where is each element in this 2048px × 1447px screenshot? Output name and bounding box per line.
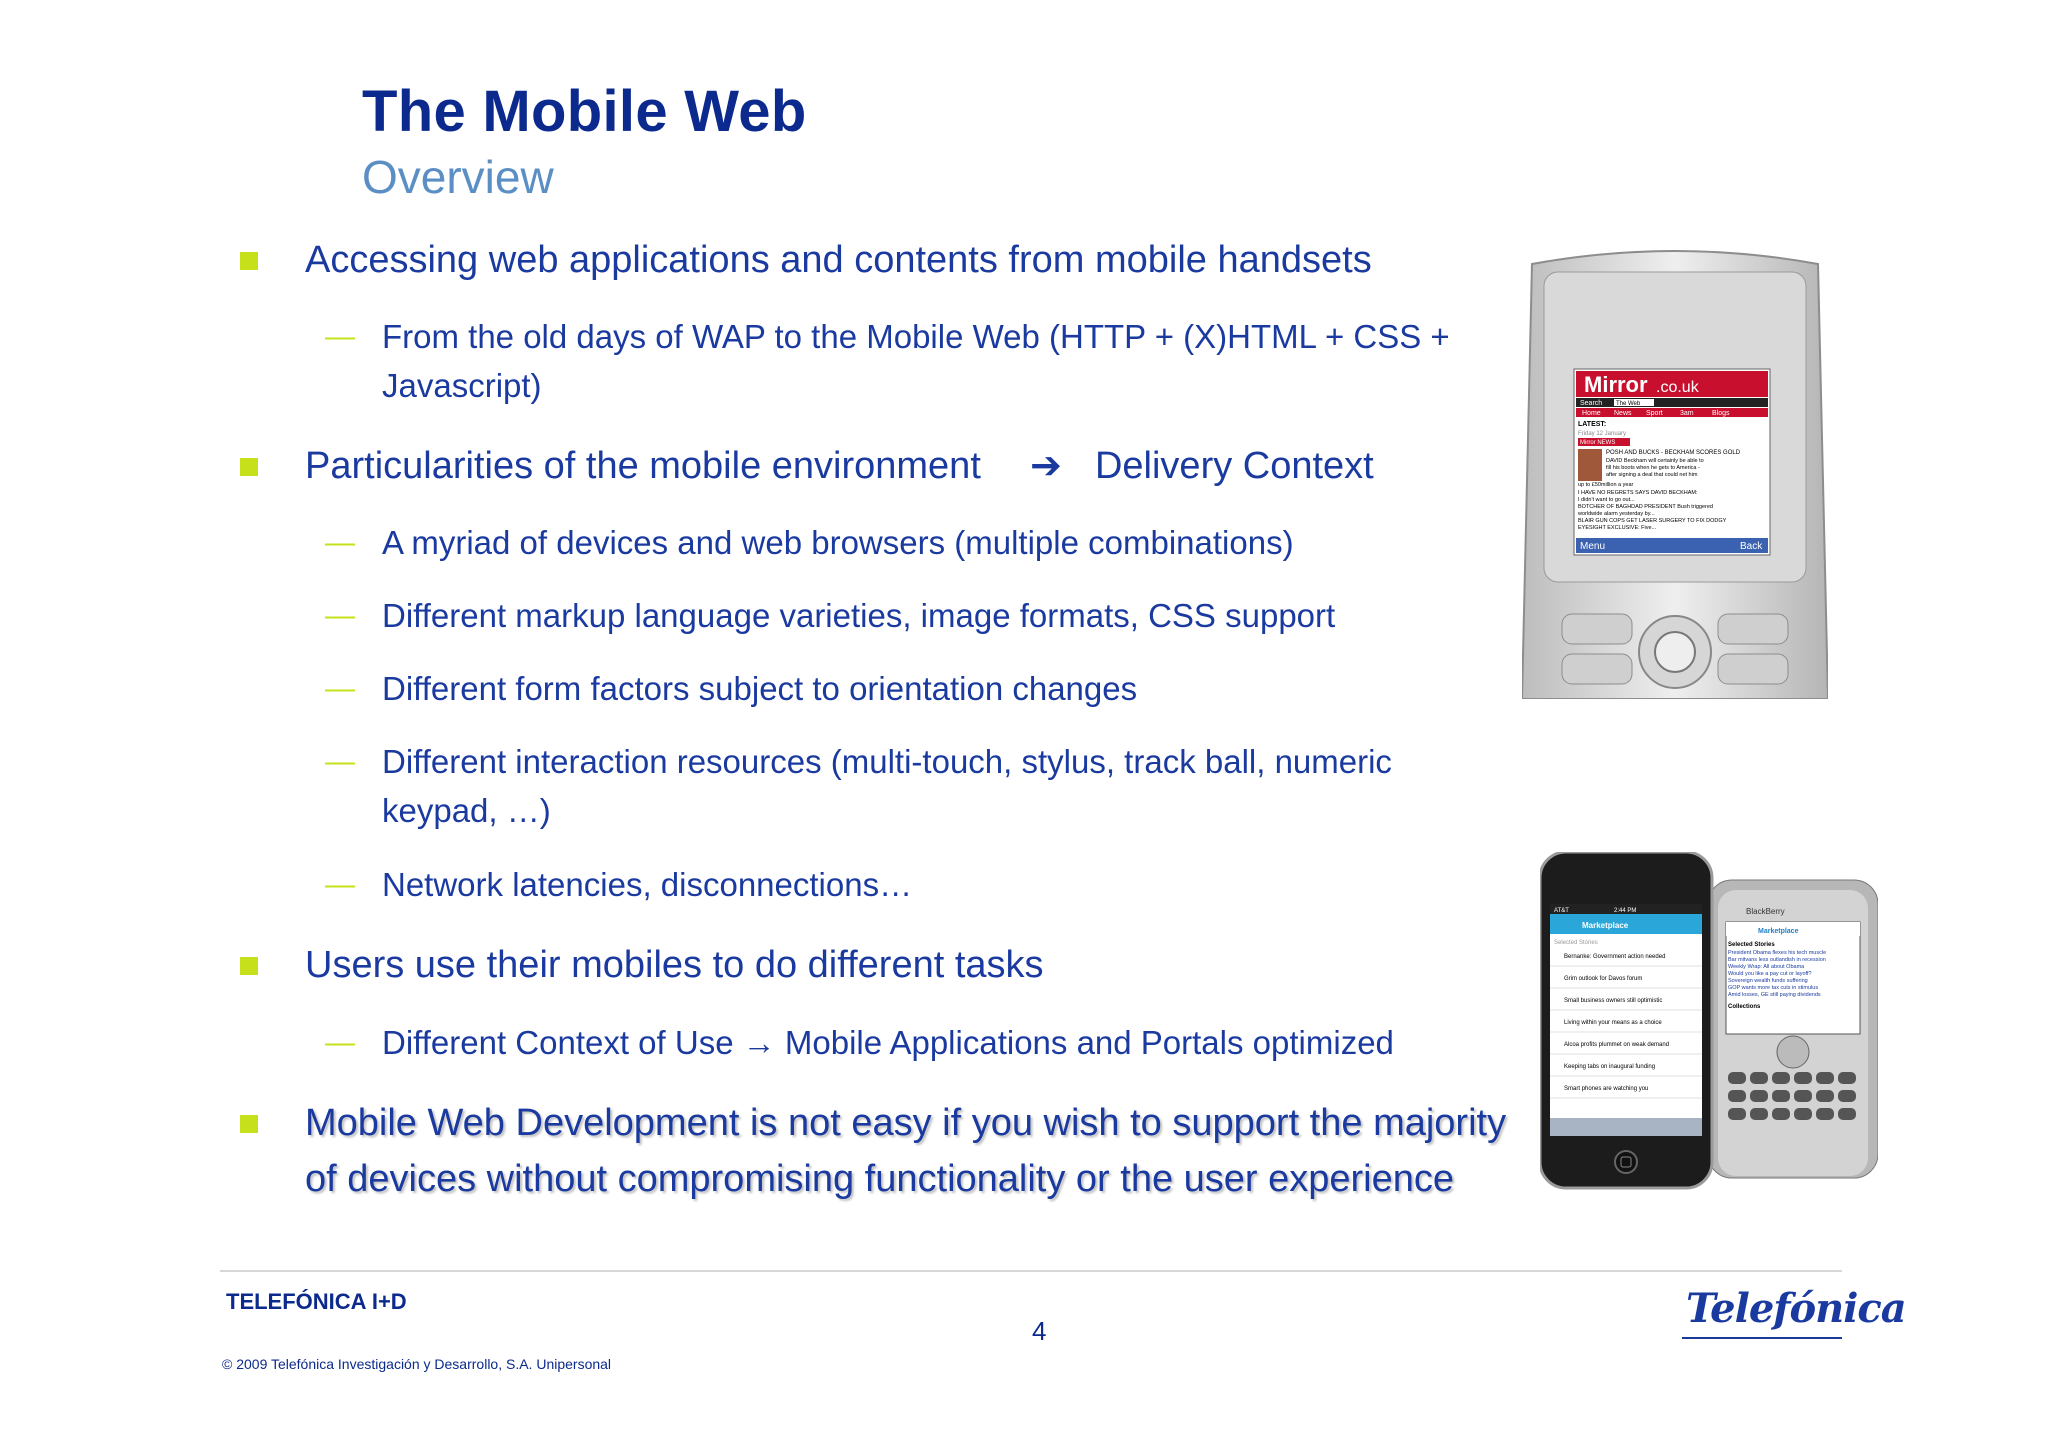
svg-text:Marketplace: Marketplace — [1582, 921, 1629, 930]
svg-text:Bernanke: Government action ne: Bernanke: Government action needed — [1564, 954, 1666, 960]
smartphones-image — [1540, 852, 1878, 1192]
svg-text:Grim outlook for Davos forum: Grim outlook for Davos forum — [1564, 976, 1643, 982]
bullet-text: Users use their mobiles to do different tasks — [305, 944, 1044, 986]
company-name: TELEFÓNICA I+D — [226, 1289, 407, 1314]
bullet-text: Accessing web applications and contents from mobile handsets — [305, 239, 1372, 281]
bullet-text — [305, 438, 1374, 494]
sub-bullet-text: A myriad of devices and web browsers (multiple combinations) — [382, 524, 1294, 561]
svg-text:3am: 3am — [1680, 410, 1694, 417]
svg-text:Alcoa profits plummet on weak: Alcoa profits plummet on weak demand — [1564, 1042, 1670, 1048]
bullet-square-icon — [240, 252, 258, 270]
telefonica-logo — [1682, 1285, 1906, 1341]
svg-text:EYESIGHT EXCLUSIVE: Five...: EYESIGHT EXCLUSIVE: Five... — [1578, 525, 1657, 531]
dash-icon: — — [325, 599, 355, 632]
svg-text:GOP wants more tax cuts in sti: GOP wants more tax cuts in stimulus — [1728, 985, 1819, 991]
svg-text:up to £50million a year: up to £50million a year — [1578, 482, 1634, 488]
svg-text:Smart phones are watching you: Smart phones are watching you — [1564, 1086, 1649, 1092]
feature-phone-image — [1522, 244, 1828, 699]
sub-bullet-text: Different interaction resources (multi-touch, stylus, track ball, numeric keypad, …) — [382, 743, 1392, 829]
svg-text:Would you like a pay cut or la: Would you like a pay cut or layoff? — [1728, 971, 1812, 977]
sub-bullet-text: From the old days of WAP to the Mobile Web (HTTP + (X)HTML + CSS + Javascript) — [382, 318, 1450, 404]
svg-text:I didn't want to go out...: I didn't want to go out... — [1578, 497, 1635, 503]
svg-text:Friday 12 January: Friday 12 January — [1578, 431, 1627, 437]
dash-icon: — — [325, 868, 355, 901]
svg-text:Home: Home — [1582, 410, 1601, 417]
dash-icon: — — [325, 745, 355, 778]
svg-text:Marketplace: Marketplace — [1758, 928, 1799, 935]
footer-divider — [220, 1270, 1842, 1272]
svg-text:Bar mitvans less outlandish in: Bar mitvans less outlandish in recession — [1728, 957, 1826, 963]
svg-text:I HAVE NO REGRETS SAYS DAVID B: I HAVE NO REGRETS SAYS DAVID BECKHAM: — [1578, 490, 1698, 496]
dash-icon: — — [325, 672, 355, 705]
svg-text:News: News — [1614, 410, 1632, 417]
svg-text:Menu: Menu — [1580, 541, 1606, 552]
svg-text:President Obama flexes his tec: President Obama flexes his tech muscle — [1728, 950, 1827, 956]
sub-bullet-text: Different markup language varieties, image formats, CSS support — [382, 597, 1336, 634]
svg-text:Back: Back — [1740, 541, 1763, 552]
bullet-square-icon — [240, 458, 258, 476]
svg-text:Amid losses, GE still paying d: Amid losses, GE still paying dividends — [1728, 992, 1821, 998]
sub-bullet-text: Different Context of Use → Mobile Applications and Portals optimized — [382, 1024, 1394, 1061]
svg-text:Weekly Wrap: All about Obama: Weekly Wrap: All about Obama — [1728, 964, 1805, 970]
svg-text:.co.uk: .co.uk — [1656, 379, 1699, 396]
logo-text: Telefónica — [1686, 1285, 1906, 1332]
svg-text:AT&T: AT&T — [1554, 908, 1569, 914]
svg-text:DAVID Beckham will certainly b: DAVID Beckham will certainly be able to — [1606, 458, 1704, 464]
dash-icon: — — [325, 1026, 355, 1059]
dash-icon: — — [325, 526, 355, 559]
svg-text:Keeping tabs on inaugural fund: Keeping tabs on inaugural funding — [1564, 1064, 1656, 1070]
svg-text:after signing a deal that coul: after signing a deal that could net him — [1606, 472, 1698, 478]
copyright-notice: © 2009 Telefónica Investigación y Desarrollo, S.A. Unipersonal — [222, 1356, 612, 1372]
svg-text:BLAIR GUN COPS GET LASER SURGE: BLAIR GUN COPS GET LASER SURGERY TO FIX DODGY — [1578, 518, 1727, 524]
svg-text:LATEST:: LATEST: — [1578, 421, 1607, 428]
svg-text:fill his boots when he gets to: fill his boots when he gets to America - — [1606, 465, 1700, 471]
bullet-text-part: Particularities of the mobile environment — [305, 445, 981, 487]
arrow-icon: ➔ — [1030, 445, 1062, 487]
bullet-square-icon — [240, 957, 258, 975]
logo-underline — [1682, 1337, 1842, 1339]
bullet-text-part: Delivery Context — [1094, 445, 1374, 487]
svg-text:Sovereign wealth funds sufferi: Sovereign wealth funds suffering — [1728, 978, 1808, 984]
svg-text:worldwide alarm yesterday by..: worldwide alarm yesterday by... — [1578, 511, 1655, 517]
site-logo: Mirror — [1584, 372, 1648, 397]
svg-text:Mirror NEWS: Mirror NEWS — [1580, 440, 1616, 446]
svg-text:Selected Stories: Selected Stories — [1728, 942, 1775, 948]
sub-bullet-text: Network latencies, disconnections… — [382, 866, 913, 903]
svg-text:Sport: Sport — [1646, 410, 1663, 417]
svg-text:Collections: Collections — [1728, 1004, 1761, 1010]
svg-text:The Web: The Web — [1616, 401, 1641, 407]
page-number: 4 — [1032, 1316, 1047, 1346]
svg-text:BOTCHER OF BAGHDAD PRESIDENT B: BOTCHER OF BAGHDAD PRESIDENT Bush triggered — [1578, 504, 1713, 510]
svg-text:POSH AND BUCKS - BECKHAM SCORE: POSH AND BUCKS - BECKHAM SCORES GOLD — [1606, 450, 1741, 456]
svg-text:BlackBerry: BlackBerry — [1746, 907, 1785, 916]
svg-text:Small business owners still op: Small business owners still optimistic — [1564, 998, 1663, 1004]
svg-text:Living within your means as a: Living within your means as a choice — [1564, 1020, 1662, 1026]
svg-text:Search: Search — [1580, 400, 1603, 407]
dash-icon: — — [325, 320, 355, 353]
svg-text:2:44 PM: 2:44 PM — [1614, 908, 1637, 914]
svg-text:Blogs: Blogs — [1712, 410, 1730, 417]
bullet-text: Mobile Web Development is not easy if you wish to support the majority of devices without compromising functionality or the user experience — [305, 1102, 1507, 1200]
slide-title: The Mobile Web — [362, 79, 807, 144]
sub-bullet-text: Different form factors subject to orientation changes — [382, 670, 1138, 707]
svg-text:Selected Stories: Selected Stories — [1554, 940, 1598, 946]
bullet-square-icon — [240, 1115, 258, 1133]
slide-subtitle: Overview — [362, 151, 554, 203]
